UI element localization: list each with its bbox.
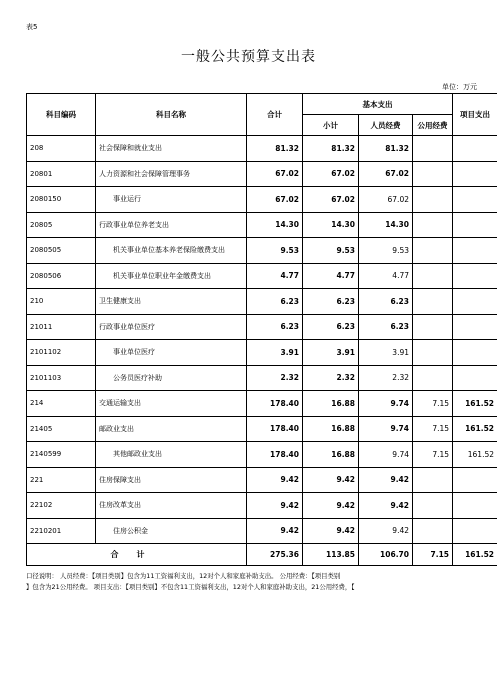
cell-subtotal: 9.42: [303, 493, 359, 519]
total-cell-subtotal: 113.85: [303, 544, 359, 566]
cell-name: 住房保障支出: [96, 467, 247, 493]
cell-name: 住房改革支出: [96, 493, 247, 519]
cell-total: 178.40: [247, 442, 303, 468]
cell-personnel: 3.91: [359, 340, 413, 366]
cell-subtotal: 16.88: [303, 416, 359, 442]
cell-personnel: 81.32: [359, 136, 413, 162]
header-total: 合计: [247, 94, 303, 136]
cell-subtotal: 9.42: [303, 467, 359, 493]
cell-name: 行政事业单位养老支出: [96, 212, 247, 238]
cell-public: [413, 467, 453, 493]
header-personnel: 人员经费: [359, 115, 413, 136]
table-row: [27, 340, 497, 366]
cell-name: 其他邮政业支出: [96, 442, 247, 468]
cell-subtotal: 14.30: [303, 212, 359, 238]
cell-total: 6.23: [247, 314, 303, 340]
notes-line-1: 口径说明： 人员经费：【项目类别】包含为11工资福利支出，12对个人和家庭补助支出。 公用经费：【项目类别: [26, 572, 341, 580]
table-row: [27, 518, 497, 544]
total-cell-total: 275.36: [247, 544, 303, 566]
cell-project: [453, 518, 497, 544]
cell-name: 住房公积金: [96, 518, 247, 544]
cell-public: 7.15: [413, 442, 453, 468]
cell-public: [413, 136, 453, 162]
table-row: [27, 136, 497, 162]
cell-project: [453, 263, 497, 289]
cell-subtotal: 6.23: [303, 289, 359, 315]
cell-name: 公务员医疗补助: [96, 365, 247, 391]
cell-project: [453, 161, 497, 187]
cell-total: 14.30: [247, 212, 303, 238]
cell-personnel: 67.02: [359, 161, 413, 187]
cell-total: 67.02: [247, 187, 303, 213]
cell-project: 161.52: [453, 442, 497, 468]
cell-total: 4.77: [247, 263, 303, 289]
cell-name: 事业单位医疗: [96, 340, 247, 366]
cell-project: 161.52: [453, 391, 497, 417]
cell-code: 21405: [27, 416, 96, 442]
cell-public: 7.15: [413, 391, 453, 417]
cell-project: 161.52: [453, 416, 497, 442]
notes: [26, 571, 477, 593]
cell-personnel: 9.74: [359, 442, 413, 468]
cell-total: 9.53: [247, 238, 303, 264]
cell-code: 2210201: [27, 518, 96, 544]
cell-total: 81.32: [247, 136, 303, 162]
cell-public: 7.15: [413, 416, 453, 442]
table-row: [27, 442, 497, 468]
cell-total: 67.02: [247, 161, 303, 187]
cell-subtotal: 16.88: [303, 442, 359, 468]
cell-subtotal: 2.32: [303, 365, 359, 391]
cell-personnel: 14.30: [359, 212, 413, 238]
cell-public: [413, 493, 453, 519]
table-row: [27, 493, 497, 519]
cell-total: 6.23: [247, 289, 303, 315]
total-row: [27, 544, 497, 566]
table-row: [27, 263, 497, 289]
table-row: [27, 391, 497, 417]
cell-subtotal: 16.88: [303, 391, 359, 417]
cell-public: [413, 518, 453, 544]
cell-name: 卫生健康支出: [96, 289, 247, 315]
cell-public: [413, 365, 453, 391]
table-row: [27, 314, 497, 340]
cell-subtotal: 9.53: [303, 238, 359, 264]
table-row: [27, 212, 497, 238]
cell-public: [413, 289, 453, 315]
cell-code: 2140599: [27, 442, 96, 468]
cell-code: 214: [27, 391, 96, 417]
header-row-1: [27, 94, 497, 115]
cell-personnel: 9.42: [359, 493, 413, 519]
cell-public: [413, 263, 453, 289]
cell-name: 事业运行: [96, 187, 247, 213]
cell-name: 机关事业单位基本养老保险缴费支出: [96, 238, 247, 264]
header-code: 科目编码: [27, 94, 96, 136]
cell-project: [453, 187, 497, 213]
cell-code: 2101102: [27, 340, 96, 366]
cell-personnel: 2.32: [359, 365, 413, 391]
cell-project: [453, 493, 497, 519]
cell-total: 9.42: [247, 518, 303, 544]
cell-code: 208: [27, 136, 96, 162]
cell-subtotal: 3.91: [303, 340, 359, 366]
cell-total: 9.42: [247, 493, 303, 519]
table-row: [27, 289, 497, 315]
cell-name: 邮政业支出: [96, 416, 247, 442]
cell-project: [453, 365, 497, 391]
total-label: 合计: [27, 544, 247, 566]
table-row: [27, 238, 497, 264]
cell-name: 交通运输支出: [96, 391, 247, 417]
cell-code: 2080150: [27, 187, 96, 213]
cell-code: 22102: [27, 493, 96, 519]
cell-public: [413, 212, 453, 238]
cell-personnel: 9.74: [359, 416, 413, 442]
header-public: 公用经费: [413, 115, 453, 136]
cell-personnel: 9.74: [359, 391, 413, 417]
cell-code: 210: [27, 289, 96, 315]
cell-total: 9.42: [247, 467, 303, 493]
cell-name: 社会保障和就业支出: [96, 136, 247, 162]
cell-personnel: 4.77: [359, 263, 413, 289]
cell-public: [413, 340, 453, 366]
cell-code: 20801: [27, 161, 96, 187]
cell-personnel: 6.23: [359, 289, 413, 315]
cell-total: 178.40: [247, 416, 303, 442]
cell-project: [453, 314, 497, 340]
cell-project: [453, 212, 497, 238]
table-row: [27, 467, 497, 493]
cell-code: 20805: [27, 212, 96, 238]
table-body: [27, 136, 497, 544]
cell-public: [413, 187, 453, 213]
cell-code: 2080505: [27, 238, 96, 264]
total-cell-public: 7.15: [413, 544, 453, 566]
notes-line-2: 】包含为21公用经费。 项目支出：【项目类别】不包含11工资福利支出，12对个人和家庭补助支出，21公用经费，【: [26, 583, 355, 591]
unit-label: 单位：万元: [442, 83, 477, 91]
cell-code: 2080506: [27, 263, 96, 289]
page-title: 一般公共预算支出表: [181, 49, 316, 65]
cell-personnel: 9.53: [359, 238, 413, 264]
cell-personnel: 9.42: [359, 518, 413, 544]
cell-code: 21011: [27, 314, 96, 340]
table-row: [27, 161, 497, 187]
cell-name: 机关事业单位职业年金缴费支出: [96, 263, 247, 289]
cell-subtotal: 6.23: [303, 314, 359, 340]
header-project: 项目支出: [453, 94, 497, 136]
cell-total: 3.91: [247, 340, 303, 366]
cell-personnel: 6.23: [359, 314, 413, 340]
cell-code: 2101103: [27, 365, 96, 391]
cell-project: [453, 467, 497, 493]
cell-total: 178.40: [247, 391, 303, 417]
header-name: 科目名称: [96, 94, 247, 136]
cell-subtotal: 67.02: [303, 161, 359, 187]
cell-public: [413, 238, 453, 264]
total-cell-personnel: 106.70: [359, 544, 413, 566]
table-row: [27, 416, 497, 442]
cell-personnel: 9.42: [359, 467, 413, 493]
cell-subtotal: 4.77: [303, 263, 359, 289]
cell-name: 人力资源和社会保障管理事务: [96, 161, 247, 187]
cell-subtotal: 81.32: [303, 136, 359, 162]
cell-subtotal: 67.02: [303, 187, 359, 213]
cell-personnel: 67.02: [359, 187, 413, 213]
cell-subtotal: 9.42: [303, 518, 359, 544]
table-row: [27, 365, 497, 391]
cell-name: 行政事业单位医疗: [96, 314, 247, 340]
cell-code: 221: [27, 467, 96, 493]
cell-project: [453, 136, 497, 162]
cell-total: 2.32: [247, 365, 303, 391]
table-row: [27, 187, 497, 213]
cell-project: [453, 340, 497, 366]
cell-public: [413, 161, 453, 187]
cell-project: [453, 289, 497, 315]
cell-project: [453, 238, 497, 264]
header-subtotal: 小计: [303, 115, 359, 136]
budget-table: [26, 93, 497, 566]
cell-public: [413, 314, 453, 340]
total-cell-project: 161.52: [453, 544, 497, 566]
table-number: 表5: [26, 23, 38, 31]
header-basic: 基本支出: [303, 94, 453, 115]
